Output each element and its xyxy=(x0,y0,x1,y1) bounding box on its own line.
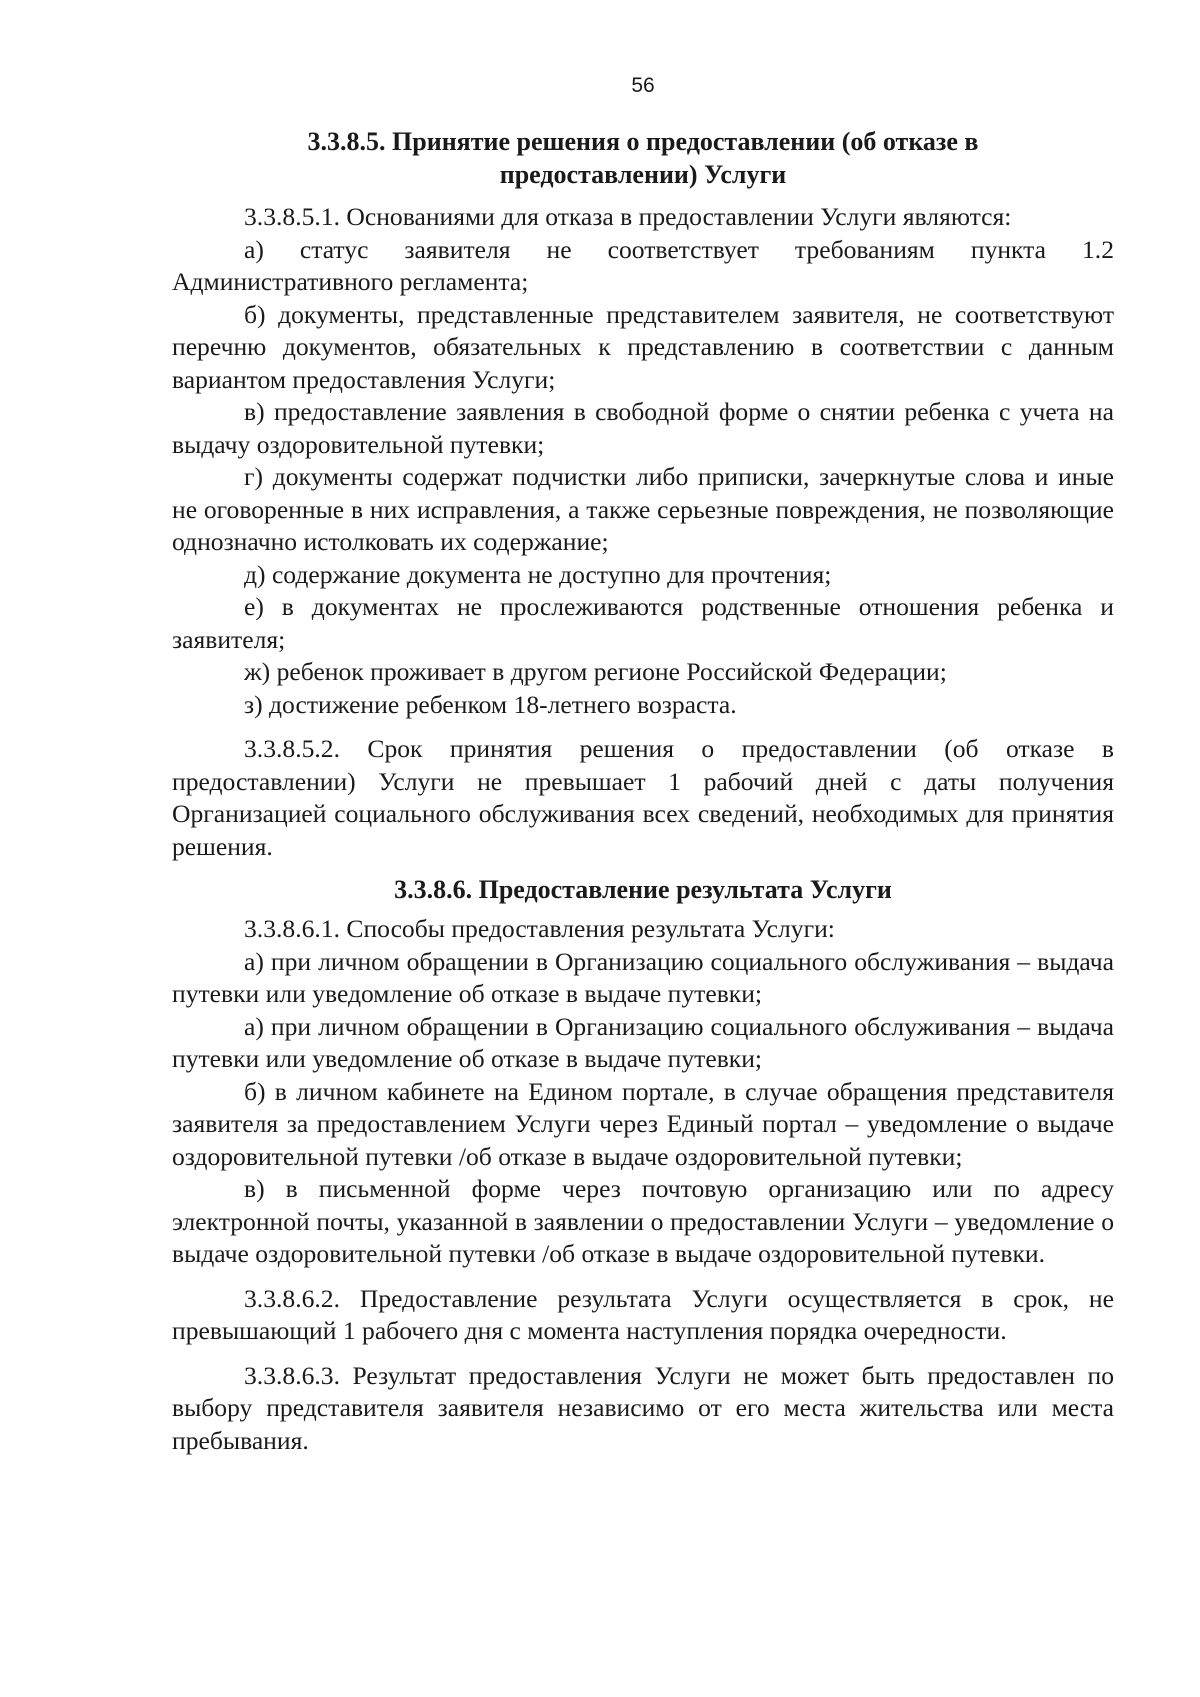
list-item-v: в) предоставление заявления в свободной форме о снятии ребенка с учета на выдачу оздоровительной путевки; xyxy=(172,397,1114,459)
result-item-v: в) в письменной форме через почтовую организацию или по адресу электронной почты, указанной в заявлении о предоставлении Услуги – уведомление о выдаче оздоровительной путевки /об отказе в выдаче оздоровительной путевки. xyxy=(172,1174,1114,1268)
paragraph-block xyxy=(172,733,1114,863)
heading-line-2: предоставлении) Услуги xyxy=(499,160,787,189)
list-item-g: г) документы содержат подчистки либо приписки, зачеркнутые слова и иные не оговоренные в них исправления, а также серьезные повреждения, не позволяющие однозначно истолковать их содержание; xyxy=(172,462,1114,556)
heading-line-1: 3.3.8.5. Принятие решения о предоставлении (об отказе в xyxy=(307,127,979,156)
document-content xyxy=(172,125,1114,1457)
list-item-zh: ж) ребенок проживает в другом регионе Российской Федерации; xyxy=(244,657,947,686)
page-number: 56 xyxy=(631,74,655,97)
list-item-b: б) документы, представленные представителем заявителя, не соответствуют перечню документов, обязательных к представлению в соответствии с данным вариантом предоставления Услуги; xyxy=(172,299,1114,394)
paragraph-block xyxy=(172,1360,1114,1458)
paragraph-3-3-8-6-1: 3.3.8.6.1. Способы предоставления результата Услуги: xyxy=(244,914,835,943)
section-heading-3-3-8-5 xyxy=(172,125,1114,191)
list-item-a: а) статус заявителя не соответствует требованиям пункта 1.2 Административного регламента; xyxy=(172,234,1114,296)
paragraph-3-3-8-5-1: 3.3.8.5.1. Основаниями для отказа в предоставлении Услуги являются: xyxy=(244,202,1012,231)
result-item-a-2: а) при личном обращении в Организацию социального обслуживания – выдача путевки или уведомление об отказе в выдаче путевки; xyxy=(172,1011,1114,1073)
section-heading-3-3-8-6: 3.3.8.6. Предоставление результата Услуги xyxy=(394,875,892,904)
list-item-d: д) содержание документа не доступно для прочтения; xyxy=(244,559,832,589)
paragraph-3-3-8-6-3: 3.3.8.6.3. Результат предоставления Услуги не может быть предоставлен по выбору представителя заявителя независимо от его места жительства или места пребывания. xyxy=(172,1360,1114,1455)
result-item-b: б) в личном кабинете на Едином портале, в случае обращения представителя заявителя за предоставлением Услуги через Единый портал – уведомление о выдаче оздоровительной путевки /об отказе в выдаче оздоровительной путевки; xyxy=(172,1076,1114,1171)
paragraph-block xyxy=(172,1283,1114,1348)
paragraph-3-3-8-5-2: 3.3.8.5.2. Срок принятия решения о предоставлении (об отказе в предоставлении) Услуги не превышает 1 рабочий дней с даты получения Организацией социального обслуживания всех сведений, необходимых для принятия решения. xyxy=(172,734,1114,861)
paragraph-3-3-8-6-2: 3.3.8.6.2. Предоставление результата Услуги осуществляется в срок, не превышающий 1 рабочего дня с момента наступления порядка очередности. xyxy=(172,1283,1114,1345)
list-item-e: е) в документах не прослеживаются родственные отношения ребенка и заявителя; xyxy=(172,592,1114,654)
result-item-a-1: а) при личном обращении в Организацию социального обслуживания – выдача путевки или уведомление об отказе в выдаче путевки; xyxy=(172,946,1114,1008)
list-item-z: з) достижение ребенком 18-летнего возраста. xyxy=(244,689,737,719)
